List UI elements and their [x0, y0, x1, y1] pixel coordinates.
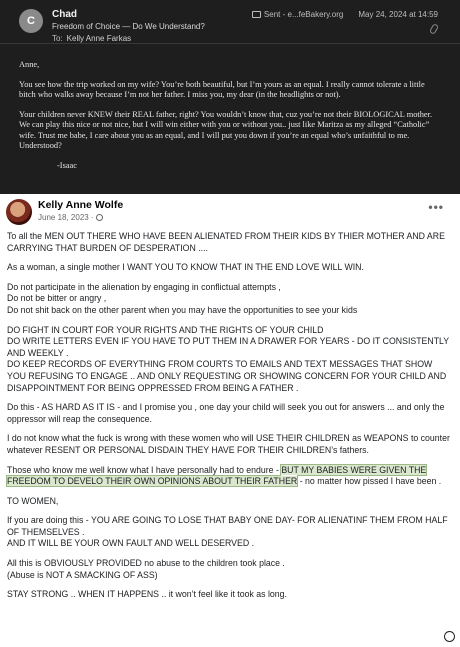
sender-avatar: C	[19, 9, 43, 33]
email-paragraph: Your children never KNEW their REAL father, right? You wouldn’t know that, cuz you’re not their BIOLOGICAL mother. We can play this nice or not nice, but I will win either with you or without you.. just like Maritza as my alleged “Catholic” wife. Trust me babe, I care about you as an equal, and I will put you down if you’re an equal who’s unfaithful to me. Understood?	[19, 109, 433, 150]
post-paragraph: I do not know what the fuck is wrong with these women who will USE THEIR CHILDREN as WEAPONS to counter whatever RESENT OR PERSONAL DISDAIN THEY HAVE FOR THEIR CHILDREN’s fathers.	[7, 433, 450, 455]
highlighted-paragraph	[7, 465, 453, 488]
more-options-icon[interactable]: •••	[428, 200, 444, 214]
author-name[interactable]: Kelly Anne Wolfe	[38, 199, 124, 211]
email-date: May 24, 2024 at 14:59	[358, 10, 438, 19]
post-paragraph: As a woman, a single mother I WANT YOU TO KNOW THAT IN THE END LOVE WILL WIN.	[7, 262, 364, 273]
globe-icon	[96, 214, 103, 221]
attachment-icon[interactable]	[429, 23, 439, 35]
post-paragraph: DO FIGHT IN COURT FOR YOUR RIGHTS AND THE RIGHTS OF YOUR CHILD DO WRITE LETTERS EVEN IF YOU HAVE TO PUT THEM IN A DRAWER FOR YEARS - DO IT CONSISTENTLY AND WEEKLY . DO KEEP RECORDS OF EVERYTHING FROM COURTS TO EMAILS AND TEXT MESSAGES THAT SHOW YOU REFUSING TO ENGAGE .. AND ONLY REQUESTING OR SHOWING CONCERN FOR YOUR CHILD AND DISAPPOINTMENT FOR BEING OPPRESSED FROM BEING A FATHER .	[7, 324, 449, 393]
email-signature: -Isaac	[57, 160, 77, 170]
email-paragraph: You see how the trip worked on my wife? You’re both beautiful, but I’m yours as an equal. I really cannot tolerate a little bitch who walks away because I’m not her father. I miss you, my dear (in the headlights or not).	[19, 79, 425, 99]
email-message	[0, 0, 460, 222]
post-paragraph: Do not participate in the alienation by engaging in conflictual attempts , Do not be bitter or angry , Do not shit back on the other parent when you may have the opportunities to see your kids	[7, 281, 358, 315]
post-paragraph: STAY STRONG .. WHEN IT HAPPENS .. it won’t feel like it took as long.	[7, 589, 287, 600]
to-label: To:	[52, 34, 63, 43]
recipient-row	[52, 34, 131, 43]
email-paragraph: Anne,	[19, 60, 40, 69]
mailbox-folder[interactable]: Sent - e...feBakery.org	[263, 10, 344, 19]
email-body	[19, 60, 438, 180]
highlighted-text: BUT MY BABIES WERE GIVEN THE FREEDOM TO DEVELO THEIR OWN OPINIONS ABOUT THEIR FATHER	[7, 464, 427, 487]
email-meta	[252, 10, 438, 19]
author-avatar[interactable]	[6, 199, 32, 225]
post-date[interactable]	[38, 213, 103, 222]
post-paragraph: To all the MEN OUT THERE WHO HAVE BEEN ALIENATED FROM THEIR KIDS BY THIER MOTHER AND ARE CARRYING THAT BURDEN OF DESPERATION ....	[7, 231, 445, 253]
post-body	[7, 231, 453, 609]
folder-icon	[252, 11, 261, 18]
post-paragraph: If you are doing this - YOU ARE GOING TO LOSE THAT BABY ONE DAY- FOR ALIENATINF THEM FROM HALF OF THEMSELVES . AND IT WILL BE YOUR OWN FAULT AND WELL DESERVED .	[7, 515, 448, 549]
email-header	[0, 0, 460, 44]
post-header	[0, 194, 460, 228]
email-subject: Freedom of Choice — Do We Understand?	[52, 22, 205, 31]
facebook-post	[0, 194, 460, 647]
paragraph-text: Those who know me well know what I have personally had to endure -	[7, 464, 282, 475]
recipient-name[interactable]: Kelly Anne Farkas	[66, 34, 132, 43]
post-date-text: June 18, 2023 ·	[38, 213, 94, 222]
post-paragraph: All this is OBVIOUSLY PROVIDED no abuse to the children took place . (Abuse is NOT A SMACKING OF ASS)	[7, 558, 285, 580]
paragraph-text: - no matter how pissed I have been .	[297, 476, 442, 487]
post-paragraph: TO WOMEN,	[7, 495, 59, 506]
emoji-icon[interactable]	[444, 631, 455, 642]
sender-name[interactable]: Chad	[52, 9, 77, 20]
post-paragraph: Do this - AS HARD AS IT IS - and I promise you , one day your child will seek you out for answers ... and only the oppressor will reap the consequence.	[7, 402, 445, 424]
